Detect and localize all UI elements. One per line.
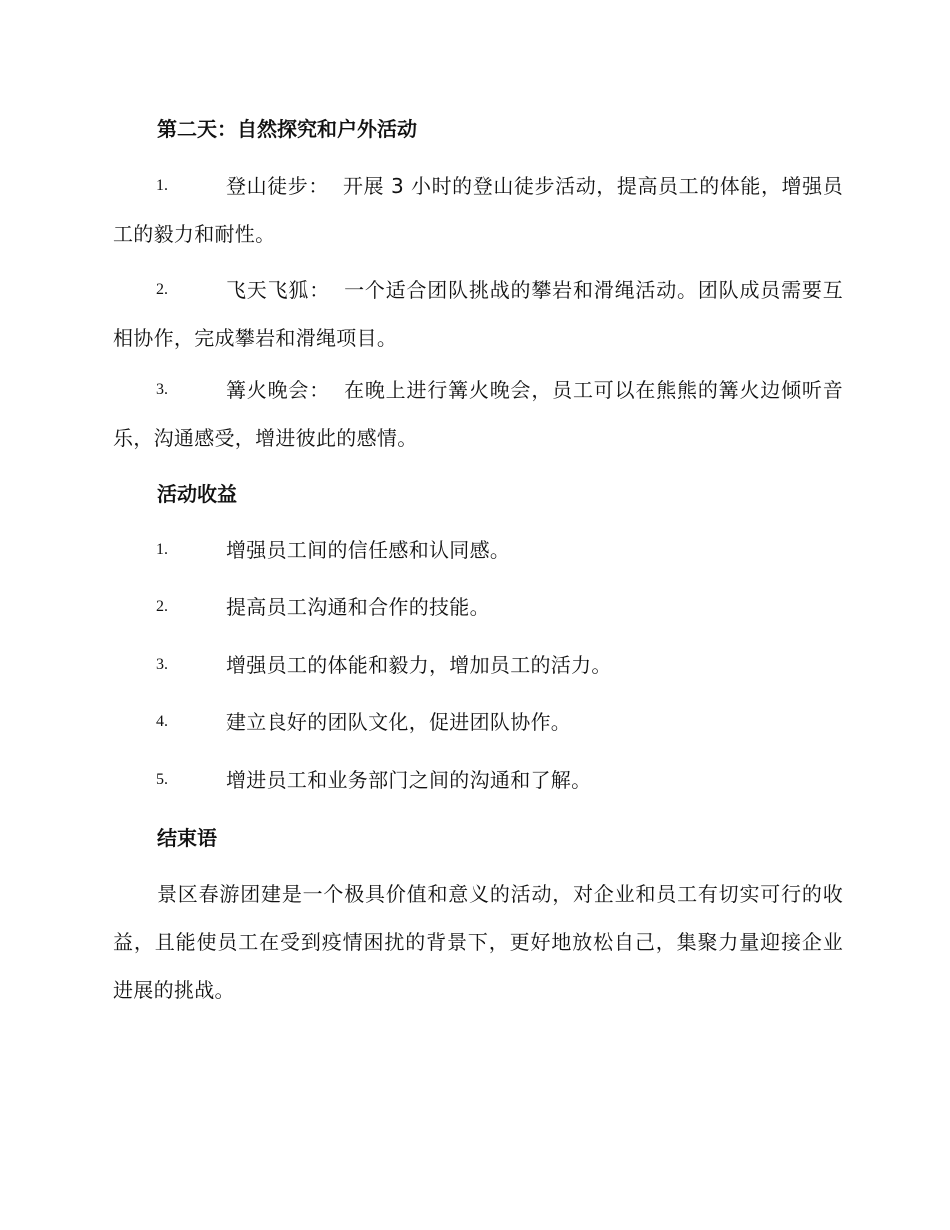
list-item (113, 641, 843, 689)
list-number: 1. (156, 177, 168, 194)
list-item-text: 开展 3 小时的登山徒步活动，提高员工的体能，增强员工的毅力和耐性。 (113, 174, 844, 246)
list-item-body: 增强员工间的信任感和认同感。 (226, 538, 511, 562)
list-item-text: 在晚上进行篝火晚会，员工可以在熊熊的篝火边倾听音乐，沟通感受，增进彼此的感情。 (113, 378, 844, 450)
list-item-body (113, 366, 843, 462)
list-item-title: 登山徒步： (226, 174, 329, 198)
section-heading-benefits: 活动收益 (157, 482, 237, 506)
list-item (113, 366, 843, 462)
list-item-body: 提高员工沟通和合作的技能。 (226, 595, 490, 619)
list-item-body (113, 162, 843, 258)
section-heading-day2: 第二天：自然探究和户外活动 (157, 117, 417, 141)
list-number: 1. (156, 541, 168, 558)
list-item (113, 698, 843, 746)
list-number: 3. (156, 381, 168, 398)
list-item-text: 一个适合团队挑战的攀岩和滑绳活动。团队成员需要互相协作，完成攀岩和滑绳项目。 (113, 278, 844, 350)
list-item (113, 756, 843, 804)
list-item-body: 增强员工的体能和毅力，增加员工的活力。 (226, 653, 612, 677)
list-number: 3. (156, 656, 168, 673)
list-item (113, 583, 843, 631)
section-heading-conclusion: 结束语 (157, 826, 217, 850)
list-item-body (113, 266, 843, 362)
list-number: 2. (156, 281, 168, 298)
list-item-title: 飞天飞狐： (226, 278, 331, 302)
list-number: 4. (156, 713, 168, 730)
list-item (113, 266, 843, 362)
list-number: 5. (156, 771, 168, 788)
list-item-body: 增进员工和业务部门之间的沟通和了解。 (226, 768, 592, 792)
list-item-title: 篝火晚会： (226, 378, 331, 402)
conclusion-paragraph: 景区春游团建是一个极具价值和意义的活动，对企业和员工有切实可行的收益，且能使员工在受到疫情困扰的背景下，更好地放松自己，集聚力量迎接企业进展的挑战。 (113, 882, 843, 1002)
list-item-body: 建立良好的团队文化，促进团队协作。 (226, 710, 572, 734)
list-item (113, 162, 843, 258)
list-item (113, 526, 843, 574)
list-number: 2. (156, 598, 168, 615)
